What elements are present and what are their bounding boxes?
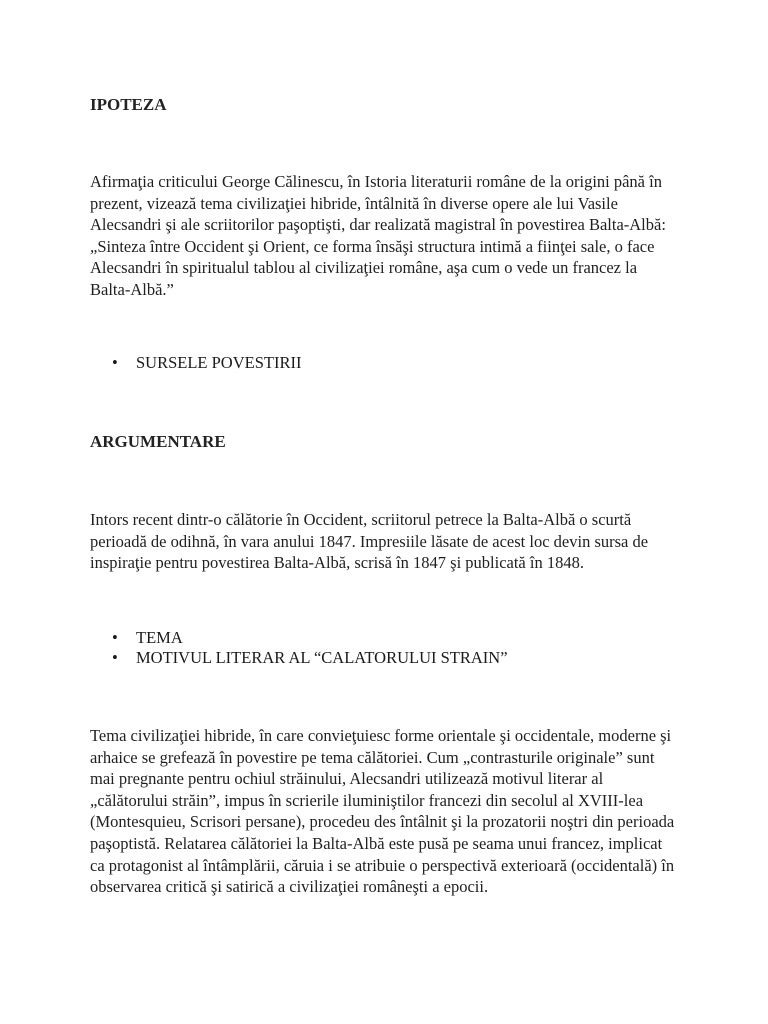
paragraph-tema: Tema civilizaţiei hibride, în care convieţuiesc forme orientale şi occidentale, moderne şi arhaice se grefează în povestire pe tema călătoriei. Cum „contrasturile originale” sunt mai pregnante pentru ochiul străinului, Alecsandri utilizează motivul literar al „călătorului străin”, impus în scrierile iluminiştilor francezi din secolul al XVIII-lea (Montesquieu, Scrisori persane), procedeu des întâlnit şi la prozatorii noştri din perioada paşoptistă. Relatarea călătoriei la Balta-Albă este pusă pe seama unui francez, implicat ca protagonist al întâmplării, căruia i se atribuie o perspectivă exterioară (occidentală) în observarea critică şi satirică a civilizaţiei româneşti a epocii. [90, 726, 675, 897]
bullet-icon: • [112, 648, 118, 667]
bullet-list-sources [90, 353, 301, 373]
heading-ipoteza: IPOTEZA [90, 95, 167, 114]
list-item [90, 628, 508, 648]
list-item [90, 648, 508, 668]
bullet-icon: • [112, 628, 118, 647]
list-item-label: SURSELE POVESTIRII [136, 353, 302, 372]
heading-argumentare: ARGUMENTARE [90, 432, 226, 451]
paragraph-ipoteza: Afirmaţia criticului George Călinescu, în Istoria literaturii române de la origini până în prezent, vizează tema civilizaţiei hibride, întâlnită în diverse opere ale lui Vasile Alecsandri şi ale scriitorilor paşoptişti, dar realizată magistral în povestirea Balta-Albă: „Sinteza între Occident şi Orient, ce forma însăşi structura intimă a fiinţei sale, o face Alecsandri în spiritualul tablou al civilizaţiei române, aşa cum o vede un francez la Balta-Albă.” [90, 172, 666, 299]
list-item-label: MOTIVUL LITERAR AL “CALATORULUI STRAIN” [136, 648, 508, 667]
list-item [90, 353, 301, 373]
paragraph-argumentare: Intors recent dintr-o călătorie în Occident, scriitorul petrece la Balta-Albă o scurtă perioadă de odihnă, în vara anului 1847. Impresiile lăsate de acest loc devin sursa de inspiraţie pentru povestirea Balta-Albă, scrisă în 1847 şi publicată în 1848. [90, 510, 649, 573]
bullet-list-theme [90, 628, 508, 668]
list-item-label: TEMA [136, 628, 183, 647]
bullet-icon: • [112, 353, 118, 372]
